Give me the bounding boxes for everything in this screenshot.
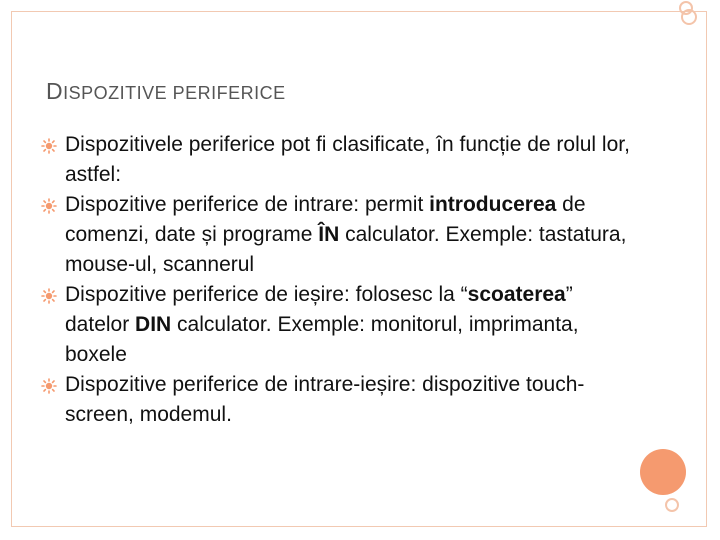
bullet-list (41, 130, 641, 430)
bullet-text: de comenzi, date și programe (65, 193, 586, 246)
bullet-item (41, 190, 641, 280)
sun-icon (41, 288, 57, 304)
bullet-text: calculator. Exemple: monitorul, imprimanta, boxele (65, 313, 579, 366)
bullet-text: Dispozitive periferice de ieșire: folosesc la “ (65, 283, 468, 306)
sun-icon (41, 378, 57, 394)
bullet-emphasis: ÎN (318, 223, 340, 246)
decorative-circle-top-small (681, 9, 697, 25)
bullet-item (41, 130, 641, 190)
bullet-text: Dispozitivele periferice pot fi clasificate, în funcție de rolul lor, astfel: (65, 133, 630, 186)
decorative-circle-large (640, 449, 686, 495)
bullet-item (41, 370, 641, 430)
bullet-item (41, 280, 641, 370)
bullet-emphasis: introducerea (429, 193, 557, 216)
title-rest: ISPOZITIVE PERIFERICE (63, 83, 286, 103)
title-initial: D (46, 78, 64, 104)
bullet-text: Dispozitive periferice de intrare: permit (65, 193, 430, 216)
bullet-text: ” datelor (65, 283, 573, 336)
sun-icon (41, 198, 57, 214)
decorative-circle-bottom (665, 498, 679, 512)
bullet-emphasis: DIN (135, 313, 172, 336)
slide-title (46, 78, 286, 105)
bullet-text: calculator. Exemple: tastatura, mouse-ul, scannerul (65, 223, 627, 276)
bullet-emphasis: scoaterea (467, 283, 566, 306)
bullet-text: Dispozitive periferice de intrare-ieșire: dispozitive touch-screen, modemul. (65, 373, 585, 426)
sun-icon (41, 138, 57, 154)
